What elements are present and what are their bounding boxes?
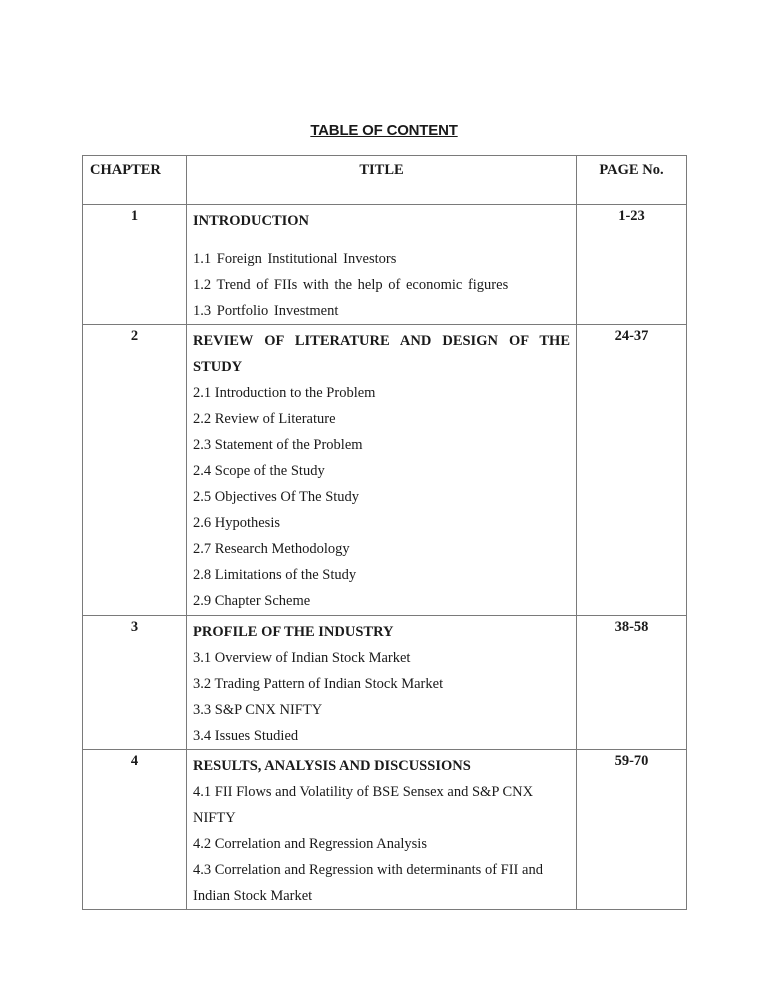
- section-item: 4.2 Correlation and Regression Analysis: [193, 836, 427, 852]
- section-item: 2.2 Review of Literature: [193, 411, 336, 427]
- page-range: 24-37: [577, 325, 687, 616]
- section-item: 2.7 Research Methodology: [193, 541, 350, 557]
- chapter-number: 2: [83, 325, 187, 616]
- section-item: 3.3 S&P CNX NIFTY: [193, 702, 323, 718]
- section-item: 2.1 Introduction to the Problem: [193, 385, 376, 401]
- chapter-number: 4: [83, 750, 187, 910]
- header-title: TITLE: [187, 156, 577, 205]
- section-item: 4.3 Correlation and Regression with determinants of FII and Indian Stock Market: [193, 862, 543, 904]
- header-chapter: CHAPTER: [83, 156, 187, 205]
- page-heading: TABLE OF CONTENT: [310, 122, 458, 139]
- section-item: 2.6 Hypothesis: [193, 515, 280, 531]
- chapter-title-cell: [187, 616, 577, 750]
- page-range: 38-58: [577, 616, 687, 750]
- page-range: 59-70: [577, 750, 687, 910]
- section-item: 4.1 FII Flows and Volatility of BSE Sensex and S&P CNX NIFTY: [193, 784, 534, 826]
- chapter-title: REVIEW OF LITERATURE AND DESIGN OF THE STUDY: [193, 333, 570, 375]
- section-item: 2.3 Statement of the Problem: [193, 437, 363, 453]
- chapter-row: [83, 205, 687, 325]
- header-page: PAGE No.: [577, 156, 687, 205]
- chapter-number: 1: [83, 205, 187, 325]
- chapter-number: 3: [83, 616, 187, 750]
- chapter-row: [83, 616, 687, 750]
- section-item: 2.4 Scope of the Study: [193, 463, 325, 479]
- section-item: 2.5 Objectives Of The Study: [193, 489, 360, 505]
- page-range: 1-23: [577, 205, 687, 325]
- chapter-title: INTRODUCTION: [193, 213, 310, 229]
- chapter-row: [83, 750, 687, 910]
- section-item: 1.3 Portfolio Investment: [193, 303, 339, 319]
- header-row: [83, 156, 687, 205]
- chapter-title-cell: [187, 750, 577, 910]
- table-of-contents: [82, 155, 687, 910]
- section-item: 3.4 Issues Studied: [193, 728, 299, 744]
- section-item: 1.2 Trend of FIIs with the help of economic figures: [193, 277, 509, 293]
- section-item: 1.1 Foreign Institutional Investors: [193, 251, 397, 267]
- section-item: 2.9 Chapter Scheme: [193, 593, 311, 609]
- chapter-title-cell: [187, 325, 577, 616]
- chapter-row: [83, 325, 687, 616]
- section-item: 2.8 Limitations of the Study: [193, 567, 357, 583]
- chapter-title: RESULTS, ANALYSIS AND DISCUSSIONS: [193, 758, 471, 774]
- chapter-title-cell: [187, 205, 577, 325]
- section-item: 3.1 Overview of Indian Stock Market: [193, 650, 411, 666]
- chapter-title: PROFILE OF THE INDUSTRY: [193, 624, 394, 640]
- section-item: 3.2 Trading Pattern of Indian Stock Market: [193, 676, 444, 692]
